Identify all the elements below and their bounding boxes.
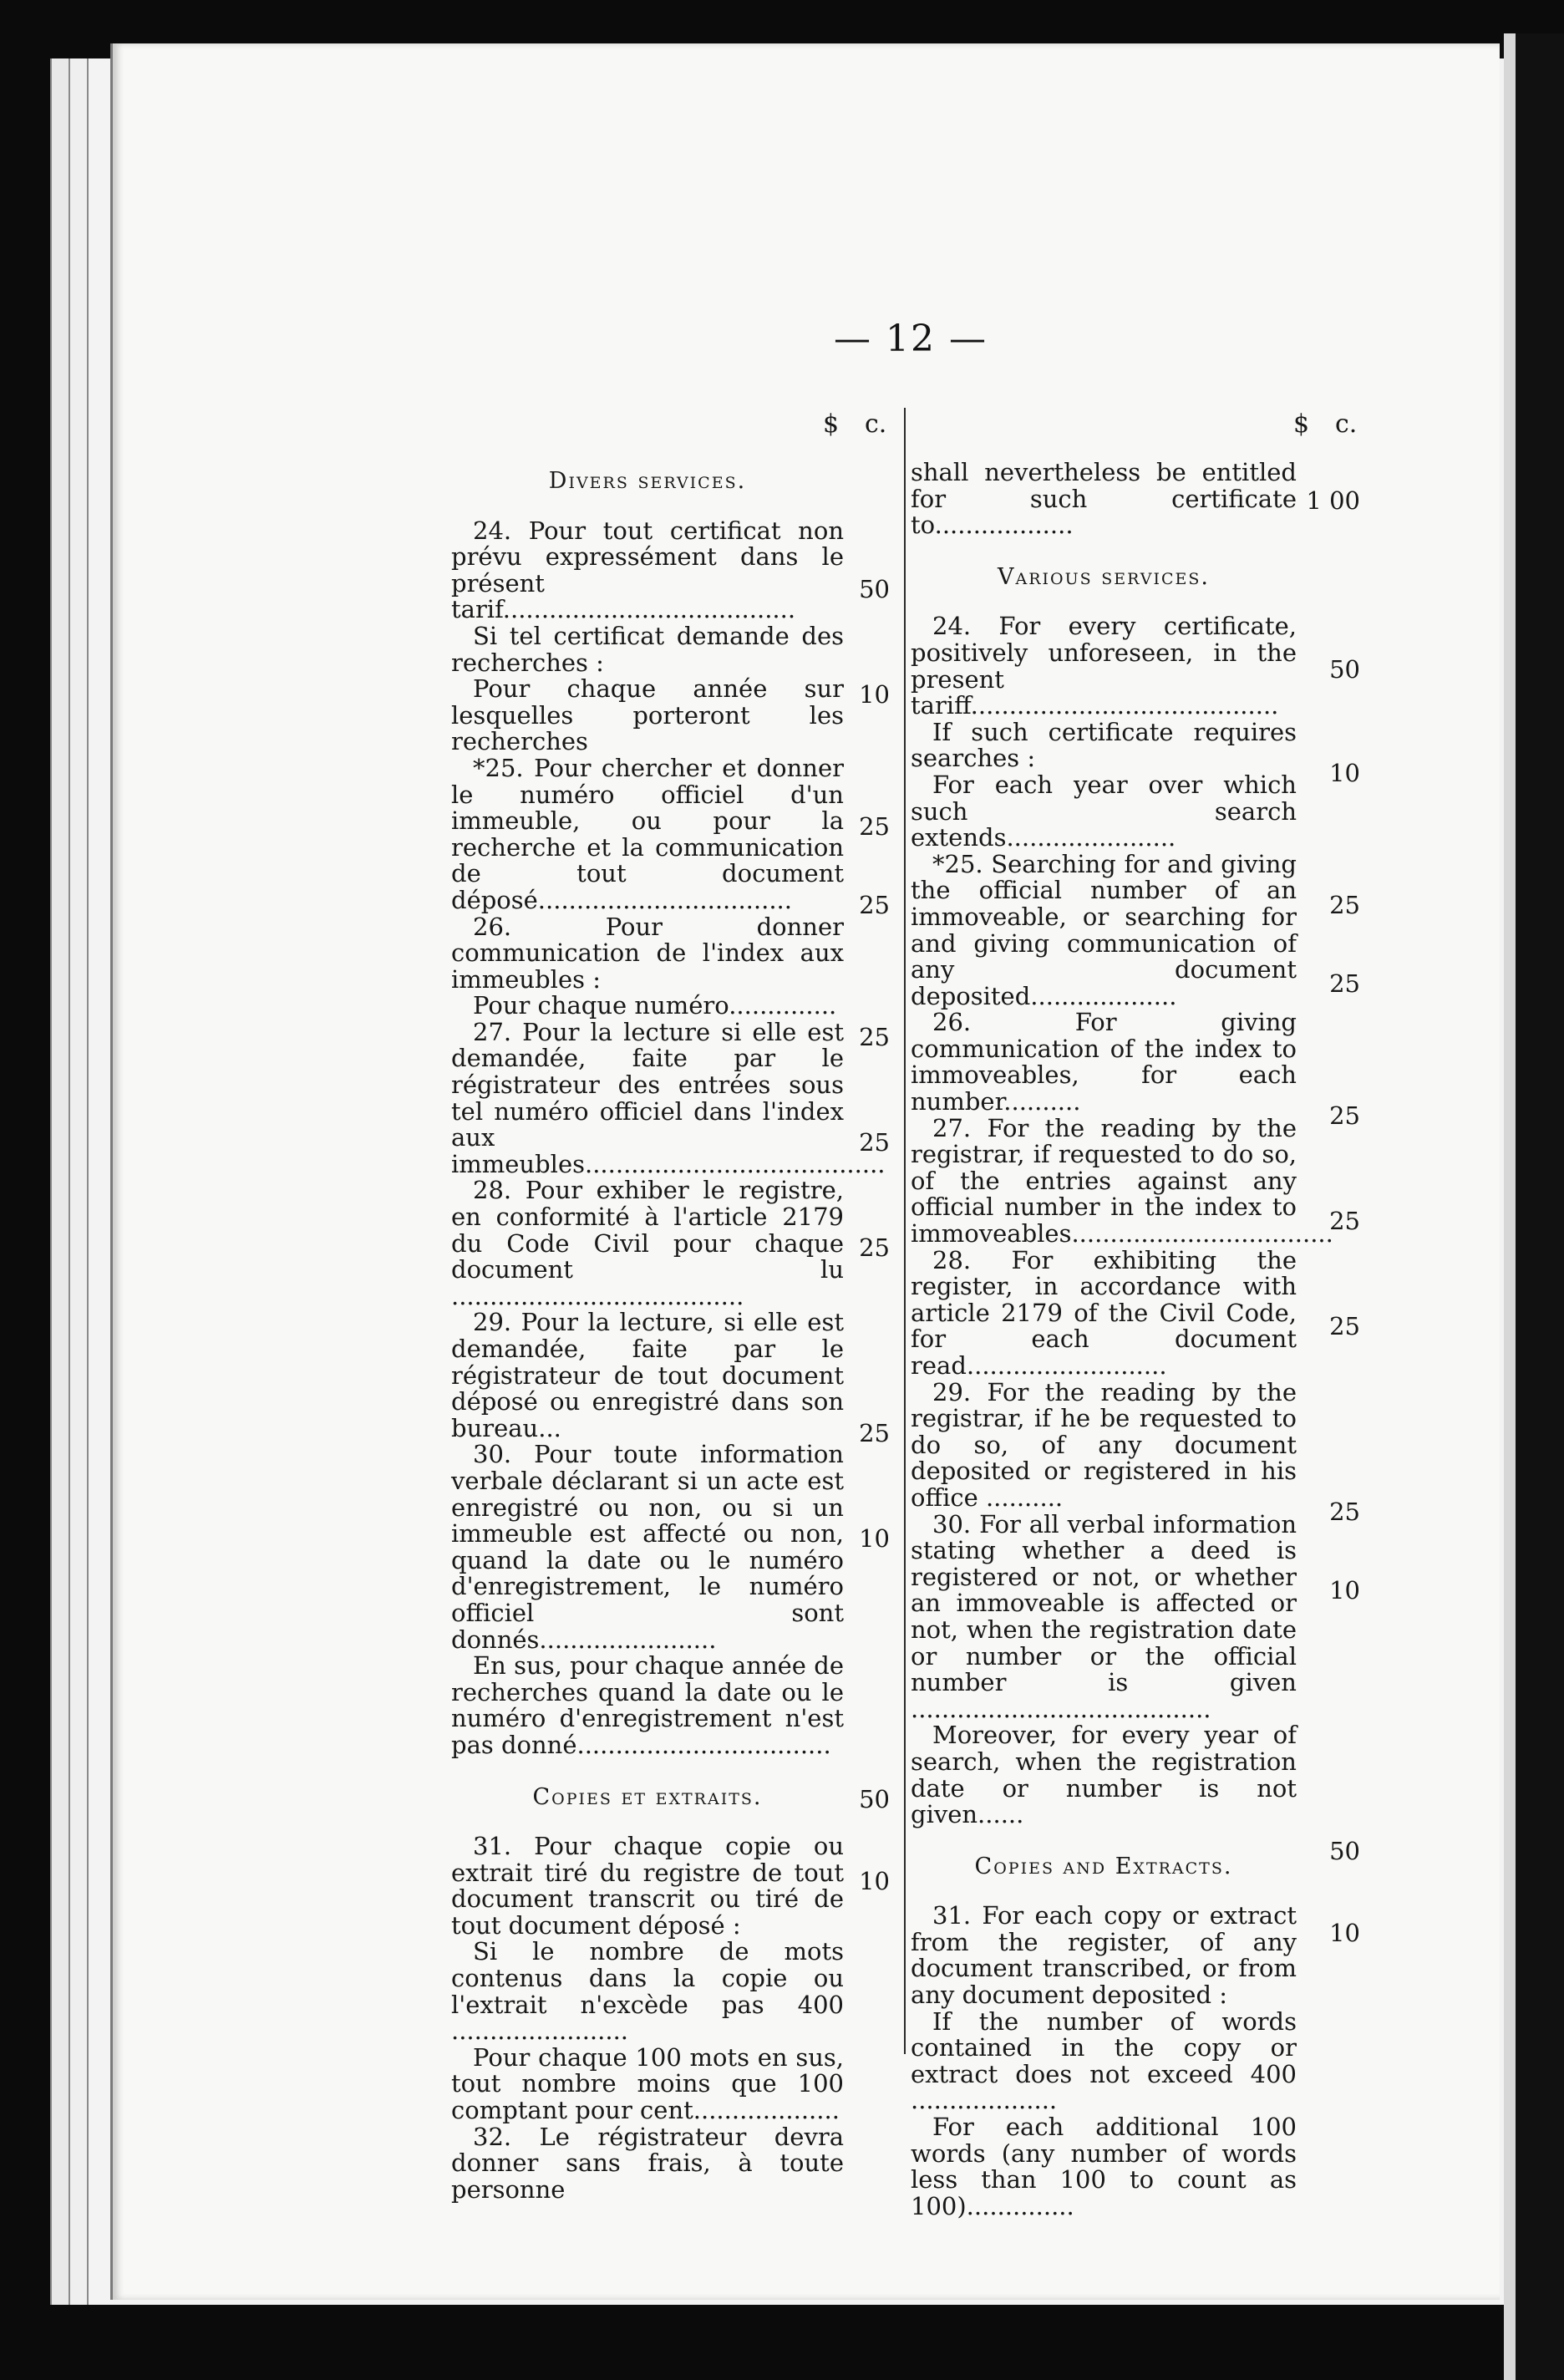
- en-amount-24-c: 10: [1329, 759, 1360, 787]
- en-amount-31-c: 10: [1329, 1919, 1360, 1947]
- en-cents-header: c.: [1335, 409, 1358, 439]
- column-divider: [904, 408, 906, 2054]
- en-amount-25: 25: [1329, 891, 1360, 919]
- en-amount-28: 25: [1329, 1207, 1360, 1235]
- fr-item-26: 26. Pour donner communication de l'index aux immeubles :: [451, 912, 844, 994]
- fr-item-25: *25. Pour chercher et donner le numéro officiel d'un immeuble, ou pour la recherche et la communication de tout document déposé.................................: [451, 753, 844, 914]
- en-dollar-header: $: [1293, 409, 1310, 439]
- en-section-copies-extracts: Copies and Extracts.: [974, 1853, 1233, 1879]
- en-amount-24: 50: [1329, 655, 1360, 684]
- fr-amount-26-b: 25: [859, 891, 890, 919]
- fr-amount-29: 25: [859, 1233, 890, 1262]
- en-item-continuation: shall nevertheless be entitled for such certificate to..................: [911, 458, 1297, 540]
- en-item-31: 31. For each copy or extract from the register, of any document transcribed, or from any document deposited :: [911, 1901, 1297, 2010]
- en-section-various-services: Various services.: [998, 563, 1210, 590]
- en-amount-continuation: 1 00: [1306, 486, 1360, 515]
- page-number: — 12 —: [834, 318, 988, 360]
- en-item-26: 26. For giving communication of the index to immoveables, for each number..........: [911, 1008, 1297, 1116]
- fr-item-26-b: Pour chaque numéro..............: [473, 991, 837, 1020]
- en-amount-26: 25: [1329, 969, 1360, 998]
- fr-amount-31-b: 50: [859, 1785, 890, 1813]
- en-amount-30: 25: [1329, 1498, 1360, 1526]
- en-item-29: 29. For the reading by the registrar, if he be requested to do so, of any document deposited or registered in his office ..........: [911, 1377, 1297, 1512]
- en-item-24-c: For each year over which such search extends......................: [911, 770, 1297, 852]
- fr-item-31-c: Pour chaque 100 mots en sus, tout nombre moins que 100 comptant pour cent...................: [451, 2042, 844, 2125]
- en-amount-29: 25: [1329, 1312, 1360, 1340]
- fr-amount-27: 25: [859, 1023, 890, 1051]
- fr-item-24-c: Pour chaque année sur lesquelles porteront les recherches: [451, 674, 844, 756]
- en-item-25: *25. Searching for and giving the official number of an immoveable, or searching for and giving communication of any document deposited...................: [911, 849, 1297, 1010]
- fr-section-copies-extraits: Copies et extraits.: [532, 1783, 763, 1810]
- en-item-28: 28. For exhibiting the register, in accordance with article 2179 of the Civil Code, for each document read..........................: [911, 1245, 1297, 1380]
- fr-cents-header: c.: [865, 409, 887, 439]
- fr-dollar-header: $: [823, 409, 840, 439]
- fr-item-30-b: En sus, pour chaque année de recherches quand la date ou le numéro d'enregistrement n'est pas donné.................................: [451, 1651, 844, 1759]
- fr-item-24: 24. Pour tout certificat non prévu expressément dans le présent tarif......................................: [451, 516, 844, 624]
- en-amount-30-b: 10: [1329, 1576, 1360, 1604]
- en-item-30: 30. For all verbal information stating whether a deed is registered or not, or whether an immoveable is affected or not, when the registration date or number or the official number is given .......................................: [911, 1509, 1297, 1723]
- fr-amount-28: 25: [859, 1128, 890, 1157]
- fr-amount-30-b: 10: [859, 1524, 890, 1553]
- facing-page-edge: [1504, 33, 1564, 2380]
- fr-amount-31-c: 10: [859, 1867, 890, 1895]
- en-item-30-b: Moreover, for every year of search, when the registration date or number is not given......: [911, 1721, 1297, 1829]
- fr-amount-25: 25: [859, 812, 890, 841]
- fr-section-divers-services: Divers services.: [548, 468, 747, 494]
- fr-item-29: 29. Pour la lecture, si elle est demandée, faite par le régistrateur de tout document déposé ou enregistré dans son bureau...: [451, 1308, 844, 1442]
- fr-amount-30: 25: [859, 1419, 890, 1447]
- fr-item-28: 28. Pour exhiber le registre, en conformité à l'article 2179 du Code Civil pour chaque document lu ......................................: [451, 1176, 844, 1310]
- fr-amount-24: 50: [859, 575, 890, 603]
- fr-item-24-b: Si tel certificat demande des recherches :: [451, 621, 844, 677]
- fr-item-30: 30. Pour toute information verbale déclarant si un acte est enregistré ou non, ou si un immeuble est affecté ou non, quand la date ou le numéro d'enregistrement, le numéro officiel sont donnés.......................: [451, 1440, 844, 1654]
- en-item-31-c: For each additional 100 words (any number of words less than 100 to count as 100)..............: [911, 2113, 1297, 2220]
- en-item-31-b: If the number of words contained in the copy or extract does not exceed 400 ...................: [911, 2006, 1297, 2115]
- en-item-27: 27. For the reading by the registrar, if requested to do so, of the entries against any official number in the index to immoveables..................................: [911, 1113, 1333, 1248]
- english-column: [911, 409, 1333, 2220]
- en-item-24-b: If such certificate requires searches :: [911, 717, 1297, 773]
- en-amount-31-b: 50: [1329, 1837, 1360, 1865]
- fr-amount-24-c: 10: [859, 680, 890, 709]
- fr-item-31: 31. Pour chaque copie ou extrait tiré du registre de tout document transcrit ou tiré de tout document déposé :: [451, 1832, 844, 1940]
- fr-item-32: 32. Le régistrateur devra donner sans frais, à toute personne: [451, 2122, 844, 2204]
- fr-item-27: 27. Pour la lecture si elle est demandée, faite par le régistrateur des entrées sous tel numéro officiel dans l'index aux immeubles.......................................: [451, 1017, 886, 1178]
- en-item-24: 24. For every certificate, positively unforeseen, in the present tariff........................................: [911, 612, 1297, 720]
- en-amount-27: 25: [1329, 1101, 1360, 1130]
- fr-item-31-b: Si le nombre de mots contenus dans la copie ou l'extrait n'excède pas 400 .......................: [451, 1937, 844, 2046]
